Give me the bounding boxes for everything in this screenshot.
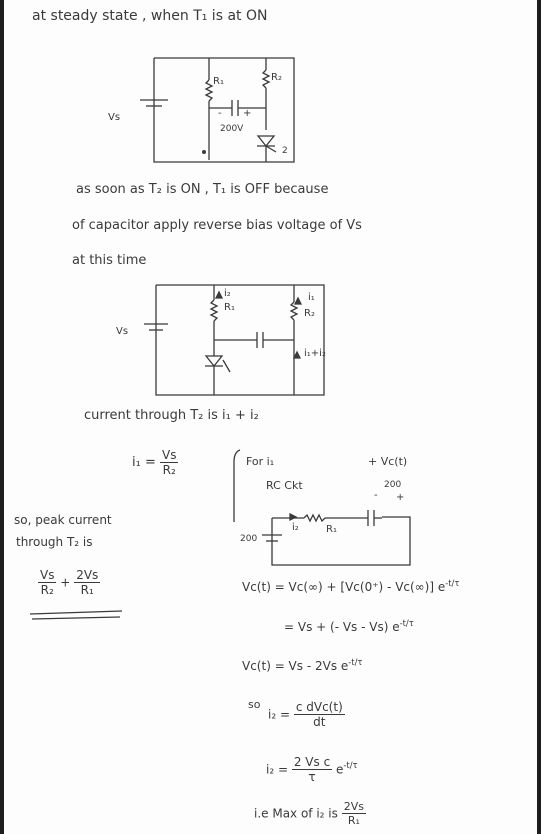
circuit-1-vs-label: Vs	[108, 112, 121, 123]
circuit-2-isum-label: i₁+i₂	[304, 348, 326, 359]
explanation-line-2: of capacitor apply reverse bias voltage of Vs	[72, 218, 362, 233]
circuit-2-r1-label: R₁	[224, 302, 235, 313]
steady-state-heading: at steady state , when T₁ is at ON	[32, 8, 268, 24]
circuit-1-r2-label: R₂	[271, 72, 282, 83]
circuit-3-200-left: 200	[240, 534, 258, 544]
circuit-3-r1-label: R₁	[326, 524, 337, 535]
rc-circuit-label: RC Ckt	[266, 479, 303, 492]
equation-i2-derivative: i₂ = $\frac{\text{c dVc(t)}}{dt}$	[268, 700, 343, 729]
circuit-1-cap-voltage: 200V	[220, 124, 244, 134]
circuit-3-minus: -	[374, 490, 378, 501]
circuit-1-cap-plus: +	[243, 108, 252, 119]
circuit-2-i2-label: i₂	[224, 288, 231, 299]
i1-equation: i₁ = $\frac{Vs}{\text{R₂}}$	[132, 448, 177, 477]
circuit-2-vs-label: Vs	[116, 326, 129, 337]
circuit-2-i1-label: i₁	[308, 292, 315, 303]
explanation-line-3: at this time	[72, 253, 147, 268]
peak-current-line-2: through T₂ is	[16, 535, 93, 549]
equation-vc-substituted: = Vs + (- Vs - Vs) $e^{-t/\tau}$	[284, 618, 414, 634]
circuit-1-r1-label: R₁	[213, 76, 224, 87]
circuit-2-r2-label: R₂	[304, 308, 315, 319]
so-label: so	[248, 698, 261, 711]
peak-current-line-1: so, peak current	[14, 513, 112, 527]
circuit-1-cap-minus: -	[218, 108, 222, 119]
equation-i2-result: i₂ = $\frac{\text{2 Vs c}}{\tau}$ $e^{-t/\tau}$	[266, 755, 358, 784]
equation-vc-simplified: Vc(t) = Vs - 2Vs $e^{-t/\tau}$	[242, 657, 363, 673]
peak-current-expression: $\frac{Vs}{\text{R₂}}$ + $\frac{2Vs}{\text{R₁}}$	[40, 568, 99, 597]
equation-vc-general: Vc(t) = Vc(∞) + [Vc(0⁺) - Vc(∞)] $e^{-t/\tau}$	[242, 578, 460, 594]
circuit-3-i2-label: i₂	[292, 522, 299, 533]
notes-sheet	[4, 0, 537, 834]
circuit-1-node-label: 2	[282, 146, 288, 156]
explanation-line-1: as soon as T₂ is ON , T₁ is OFF because	[76, 182, 329, 197]
circuit-3-vc-label: + Vc(t)	[368, 455, 408, 468]
final-conclusion: i.e Max of i₂ is $\frac{2Vs}{\text{R₁}}$	[254, 800, 364, 827]
for-i1-label: For i₁	[246, 455, 275, 468]
circuit-3-200-top: 200	[384, 480, 402, 490]
current-statement: current through T₂ is i₁ + i₂	[84, 408, 259, 423]
circuit-3-plus: +	[396, 492, 405, 503]
